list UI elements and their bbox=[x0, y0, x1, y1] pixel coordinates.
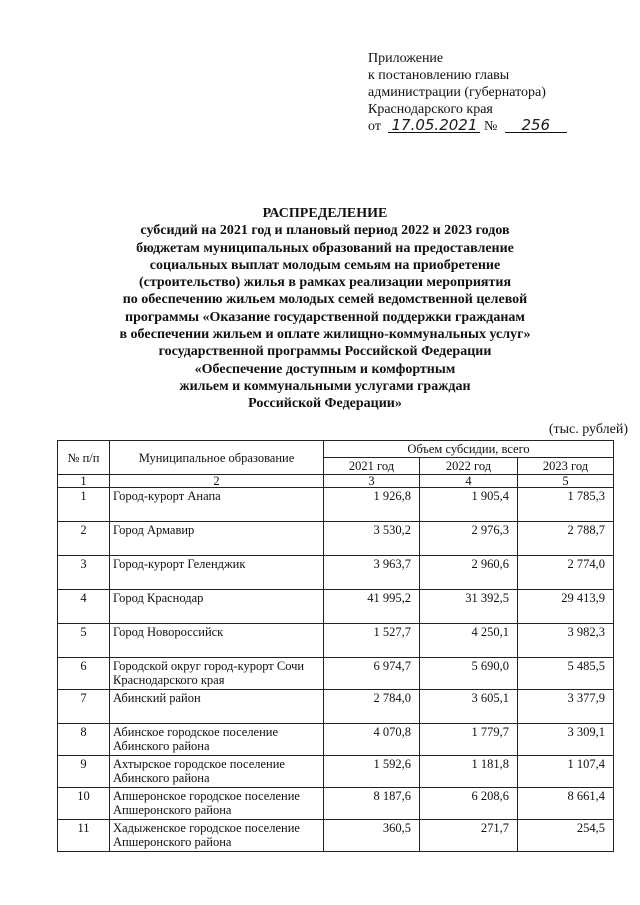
value-2023: 254,5 bbox=[518, 820, 614, 852]
value-2023: 2 788,7 bbox=[518, 522, 614, 556]
value-2022: 3 605,1 bbox=[420, 690, 518, 724]
row-number: 5 bbox=[58, 624, 110, 658]
value-2022: 1 779,7 bbox=[420, 724, 518, 756]
value-2022: 6 208,6 bbox=[420, 788, 518, 820]
appendix-line: администрации (губернатора) bbox=[368, 85, 546, 100]
title-line: социальных выплат молодым семьям на приобретение bbox=[149, 257, 501, 273]
column-number: 4 bbox=[420, 475, 518, 488]
value-2023: 3 377,9 bbox=[518, 690, 614, 724]
value-2023: 3 309,1 bbox=[518, 724, 614, 756]
value-2021: 3 963,7 bbox=[324, 556, 420, 590]
table-row bbox=[58, 756, 614, 788]
municipality-name: Город Краснодар bbox=[110, 590, 324, 624]
value-2021: 4 070,8 bbox=[324, 724, 420, 756]
row-number: 11 bbox=[58, 820, 110, 852]
table-row bbox=[58, 820, 614, 852]
table-row bbox=[58, 556, 614, 590]
appendix-line: Краснодарского края bbox=[368, 102, 493, 117]
value-2023: 2 774,0 bbox=[518, 556, 614, 590]
column-number-row bbox=[58, 475, 614, 488]
subsidy-table bbox=[57, 440, 614, 852]
value-2021: 8 187,6 bbox=[324, 788, 420, 820]
value-2021: 2 784,0 bbox=[324, 690, 420, 724]
table-row bbox=[58, 724, 614, 756]
units-label: (тыс. рублей) bbox=[548, 422, 628, 437]
column-number: 5 bbox=[518, 475, 614, 488]
municipality-name: Городской округ город-курорт Сочи Краснодарского края bbox=[110, 658, 324, 690]
value-2022: 31 392,5 bbox=[420, 590, 518, 624]
appendix-line: Приложение bbox=[368, 51, 444, 66]
table-row bbox=[58, 690, 614, 724]
table-row bbox=[58, 658, 614, 690]
value-2022: 271,7 bbox=[420, 820, 518, 852]
header-row bbox=[58, 441, 614, 458]
value-2022: 1 181,8 bbox=[420, 756, 518, 788]
title-line: Российской Федерации» bbox=[248, 396, 402, 412]
title-line: бюджетам муниципальных образований на предоставление bbox=[136, 240, 514, 256]
table-row bbox=[58, 624, 614, 658]
handwritten-number: 256 bbox=[505, 118, 567, 133]
row-number: 4 bbox=[58, 590, 110, 624]
handwritten-date: 17.05.2021 bbox=[388, 118, 480, 133]
title-line: по обеспечению жильем молодых семей ведомственной целевой bbox=[122, 292, 528, 308]
municipality-name: Хадыженское городское поселение Апшеронского района bbox=[110, 820, 324, 852]
municipality-name: Город-курорт Анапа bbox=[110, 488, 324, 522]
value-2022: 2 960,6 bbox=[420, 556, 518, 590]
municipality-name: Апшеронское городское поселение Апшеронского района bbox=[110, 788, 324, 820]
title-line: программы «Оказание государственной поддержки гражданам bbox=[125, 309, 525, 325]
header-municipality: Муниципальное образование bbox=[110, 441, 324, 475]
municipality-name: Абинский район bbox=[110, 690, 324, 724]
table-row bbox=[58, 522, 614, 556]
value-2021: 1 527,7 bbox=[324, 624, 420, 658]
value-2023: 1 107,4 bbox=[518, 756, 614, 788]
value-2023: 5 485,5 bbox=[518, 658, 614, 690]
title-line: «Обеспечение доступным и комфортным bbox=[194, 361, 456, 377]
value-2023: 8 661,4 bbox=[518, 788, 614, 820]
header-year-2023: 2023 год bbox=[518, 458, 614, 475]
row-number: 1 bbox=[58, 488, 110, 522]
value-2021: 6 974,7 bbox=[324, 658, 420, 690]
row-number: 9 bbox=[58, 756, 110, 788]
header-year-2021: 2021 год bbox=[324, 458, 420, 475]
value-2022: 5 690,0 bbox=[420, 658, 518, 690]
value-2022: 4 250,1 bbox=[420, 624, 518, 658]
header-year-2022: 2022 год bbox=[420, 458, 518, 475]
row-number: 2 bbox=[58, 522, 110, 556]
date-prefix: от bbox=[368, 119, 381, 134]
municipality-name: Город Армавир bbox=[110, 522, 324, 556]
row-number: 3 bbox=[58, 556, 110, 590]
date-number-line bbox=[368, 118, 567, 135]
municipality-name: Город-курорт Геленджик bbox=[110, 556, 324, 590]
value-2021: 360,5 bbox=[324, 820, 420, 852]
number-prefix: № bbox=[483, 119, 498, 134]
document-title bbox=[90, 205, 560, 413]
appendix-block bbox=[368, 50, 567, 135]
column-number: 3 bbox=[324, 475, 420, 488]
table-row bbox=[58, 788, 614, 820]
title-line: субсидий на 2021 год и плановый период 2022 и 2023 годов bbox=[140, 223, 510, 239]
municipality-name: Город Новороссийск bbox=[110, 624, 324, 658]
municipality-name: Ахтырское городское поселение Абинского района bbox=[110, 756, 324, 788]
value-2023: 29 413,9 bbox=[518, 590, 614, 624]
value-2021: 1 592,6 bbox=[324, 756, 420, 788]
table-row bbox=[58, 488, 614, 522]
value-2022: 2 976,3 bbox=[420, 522, 518, 556]
row-number: 10 bbox=[58, 788, 110, 820]
title-line: (строительство) жилья в рамках реализации мероприятия bbox=[138, 275, 512, 291]
table-row bbox=[58, 590, 614, 624]
column-number: 1 bbox=[58, 475, 110, 488]
title-line: государственной программы Российской Федерации bbox=[158, 344, 492, 360]
row-number: 8 bbox=[58, 724, 110, 756]
value-2023: 1 785,3 bbox=[518, 488, 614, 522]
appendix-line: к постановлению главы bbox=[368, 68, 510, 83]
title-line: жильем и коммунальными услугами граждан bbox=[179, 378, 471, 394]
value-2021: 41 995,2 bbox=[324, 590, 420, 624]
title-heading: РАСПРЕДЕЛЕНИЕ bbox=[262, 206, 388, 221]
value-2023: 3 982,3 bbox=[518, 624, 614, 658]
value-2022: 1 905,4 bbox=[420, 488, 518, 522]
value-2021: 1 926,8 bbox=[324, 488, 420, 522]
header-num: № п/п bbox=[58, 441, 110, 475]
title-line: в обеспечении жильем и оплате жилищно-коммунальных услуг» bbox=[119, 327, 531, 343]
row-number: 7 bbox=[58, 690, 110, 724]
municipality-name: Абинское городское поселение Абинского района bbox=[110, 724, 324, 756]
header-volume: Объем субсидии, всего bbox=[324, 441, 614, 458]
column-number: 2 bbox=[110, 475, 324, 488]
value-2021: 3 530,2 bbox=[324, 522, 420, 556]
row-number: 6 bbox=[58, 658, 110, 690]
